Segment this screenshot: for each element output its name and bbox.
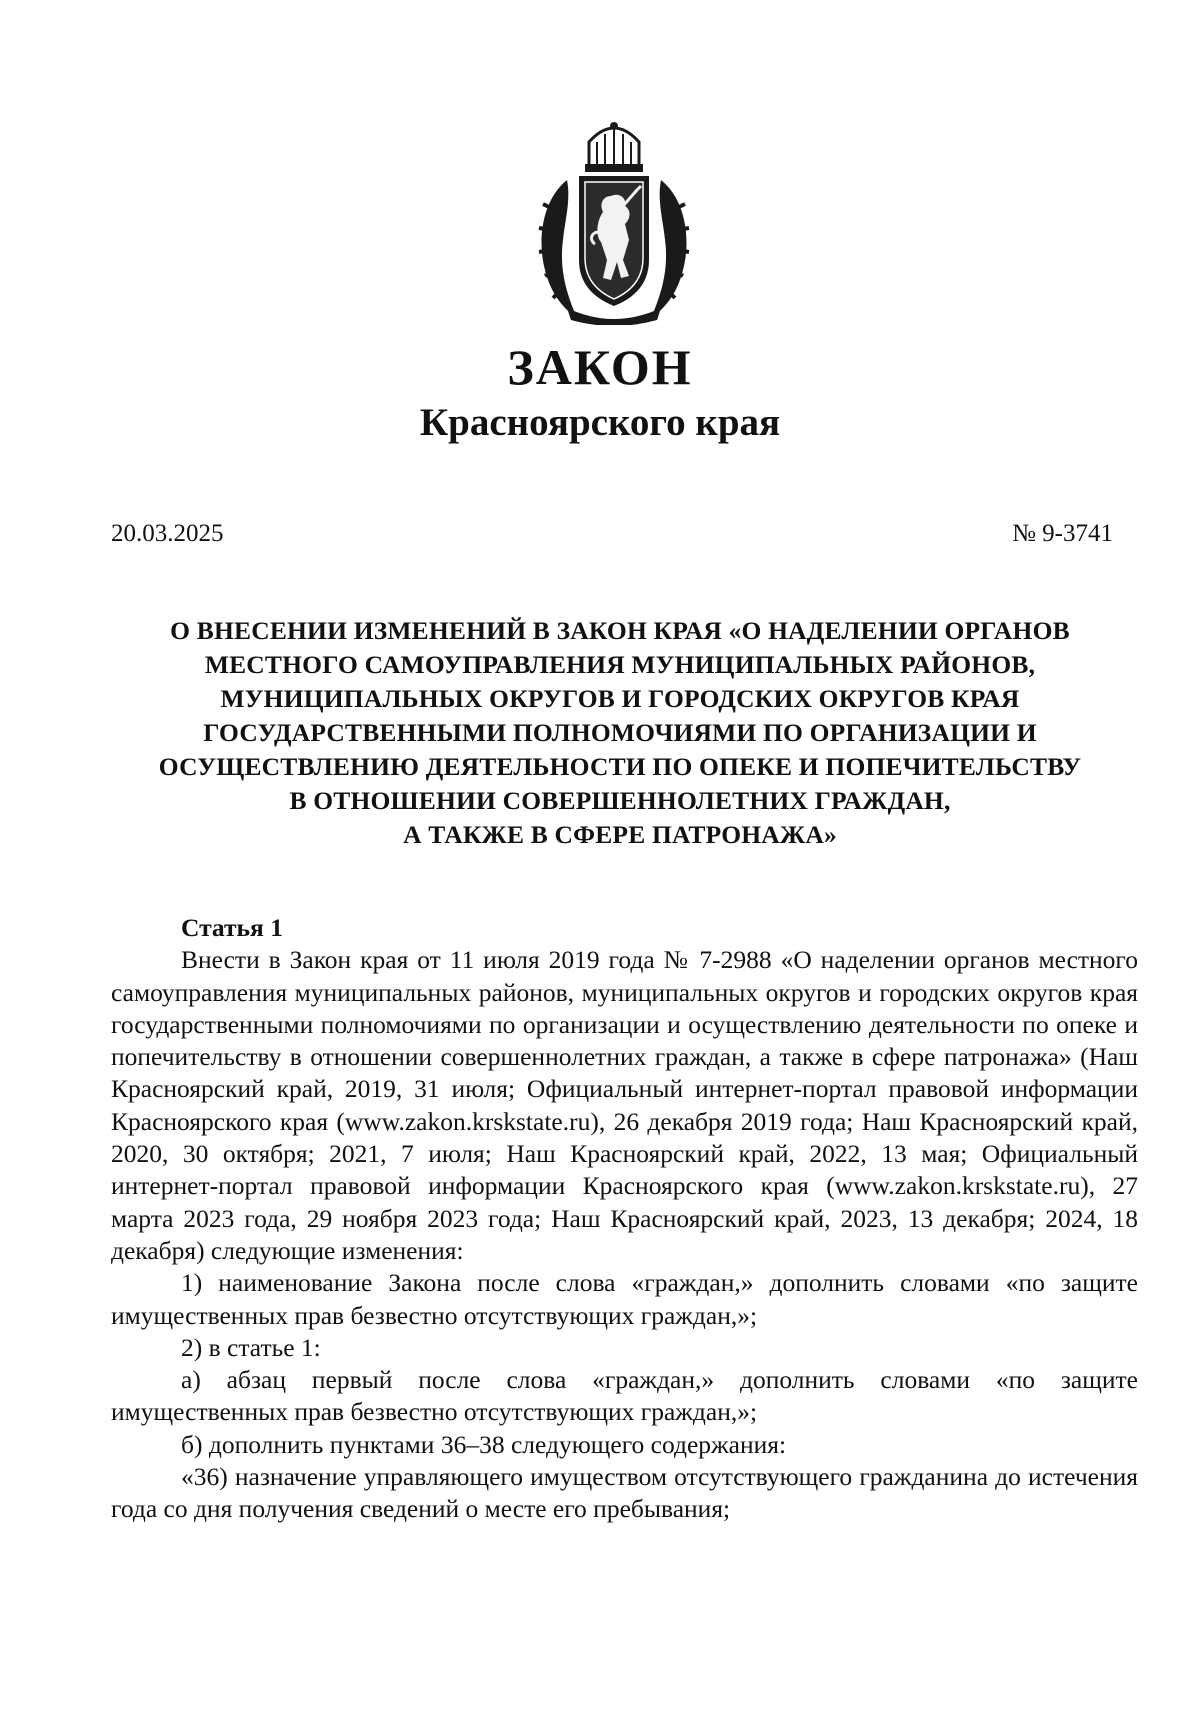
heading-line: В ОТНОШЕНИИ СОВЕРШЕННОЛЕТНИХ ГРАЖДАН,	[289, 786, 951, 815]
heading-line: ГОСУДАРСТВЕННЫМИ ПОЛНОМОЧИЯМИ ПО ОРГАНИЗАЦИИ И	[203, 718, 1037, 747]
paragraph: Внести в Закон края от 11 июля 2019 года № 7-2988 «О наделении органов местного самоуправления муниципальных районов, муниципальных округов и городских округов края государственными полномочиями по организации и осуществлению деятельности по опеке и попечительству в отношении совершеннолетних граждан, а также в сфере патронажа» (Наш Красноярский край, 2019, 31 июля; Официальный интернет-портал правовой информации Красноярского края (www.zakon.krskstate.ru), 26 декабря 2019 года; Наш Красноярский край, 2020, 30 октября; 2021, 7 июля; Наш Красноярский край, 2022, 13 мая; Официальный интернет-портал правовой информации Красноярского края (www.zakon.krskstate.ru), 27 марта 2023 года, 29 ноября 2023 года; Наш Красноярский край, 2023, 13 декабря; 2024, 18 декабря) следующие изменения:	[111, 945, 1138, 1265]
law-heading	[100, 614, 1140, 852]
paragraph: 2) в статье 1:	[181, 1332, 321, 1362]
document-number: № 9-3741	[1012, 520, 1113, 547]
heading-line: А ТАКЖЕ В СФЕРЕ ПАТРОНАЖА»	[403, 820, 837, 849]
document-title: ЗАКОН	[507, 339, 693, 395]
paragraph: 1) наименование Закона после слова «граждан,» дополнить словами «по защите имущественных прав безвестно отсутствующих граждан,»;	[111, 1268, 1138, 1330]
heading-line: МУНИЦИПАЛЬНЫХ ОКРУГОВ И ГОРОДСКИХ ОКРУГОВ КРАЯ	[220, 684, 1020, 713]
paragraph: а) абзац первый после слова «граждан,» дополнить словами «по защите имущественных прав безвестно отсутствующих граждан,»;	[111, 1365, 1138, 1427]
heading-line: О ВНЕСЕНИИ ИЗМЕНЕНИЙ В ЗАКОН КРАЯ «О НАДЕЛЕНИИ ОРГАНОВ	[170, 616, 1070, 645]
law-body	[111, 912, 1138, 1526]
paragraph: «36) назначение управляющего имуществом отсутствующего гражданина до истечения года со дня получения сведений о месте его пребывания;	[111, 1462, 1138, 1524]
document-subtitle: Красноярского края	[419, 401, 781, 444]
paragraph: б) дополнить пунктами 36–38 следующего содержания:	[181, 1429, 787, 1459]
article-title: Статья 1	[181, 913, 283, 942]
document-date: 20.03.2025	[111, 520, 224, 547]
coat-of-arms-icon	[537, 120, 691, 325]
heading-line: ОСУЩЕСТВЛЕНИЮ ДЕЯТЕЛЬНОСТИ ПО ОПЕКЕ И ПОПЕЧИТЕЛЬСТВУ	[158, 752, 1082, 781]
heading-line: МЕСТНОГО САМОУПРАВЛЕНИЯ МУНИЦИПАЛЬНЫХ РАЙОНОВ,	[204, 650, 1036, 679]
